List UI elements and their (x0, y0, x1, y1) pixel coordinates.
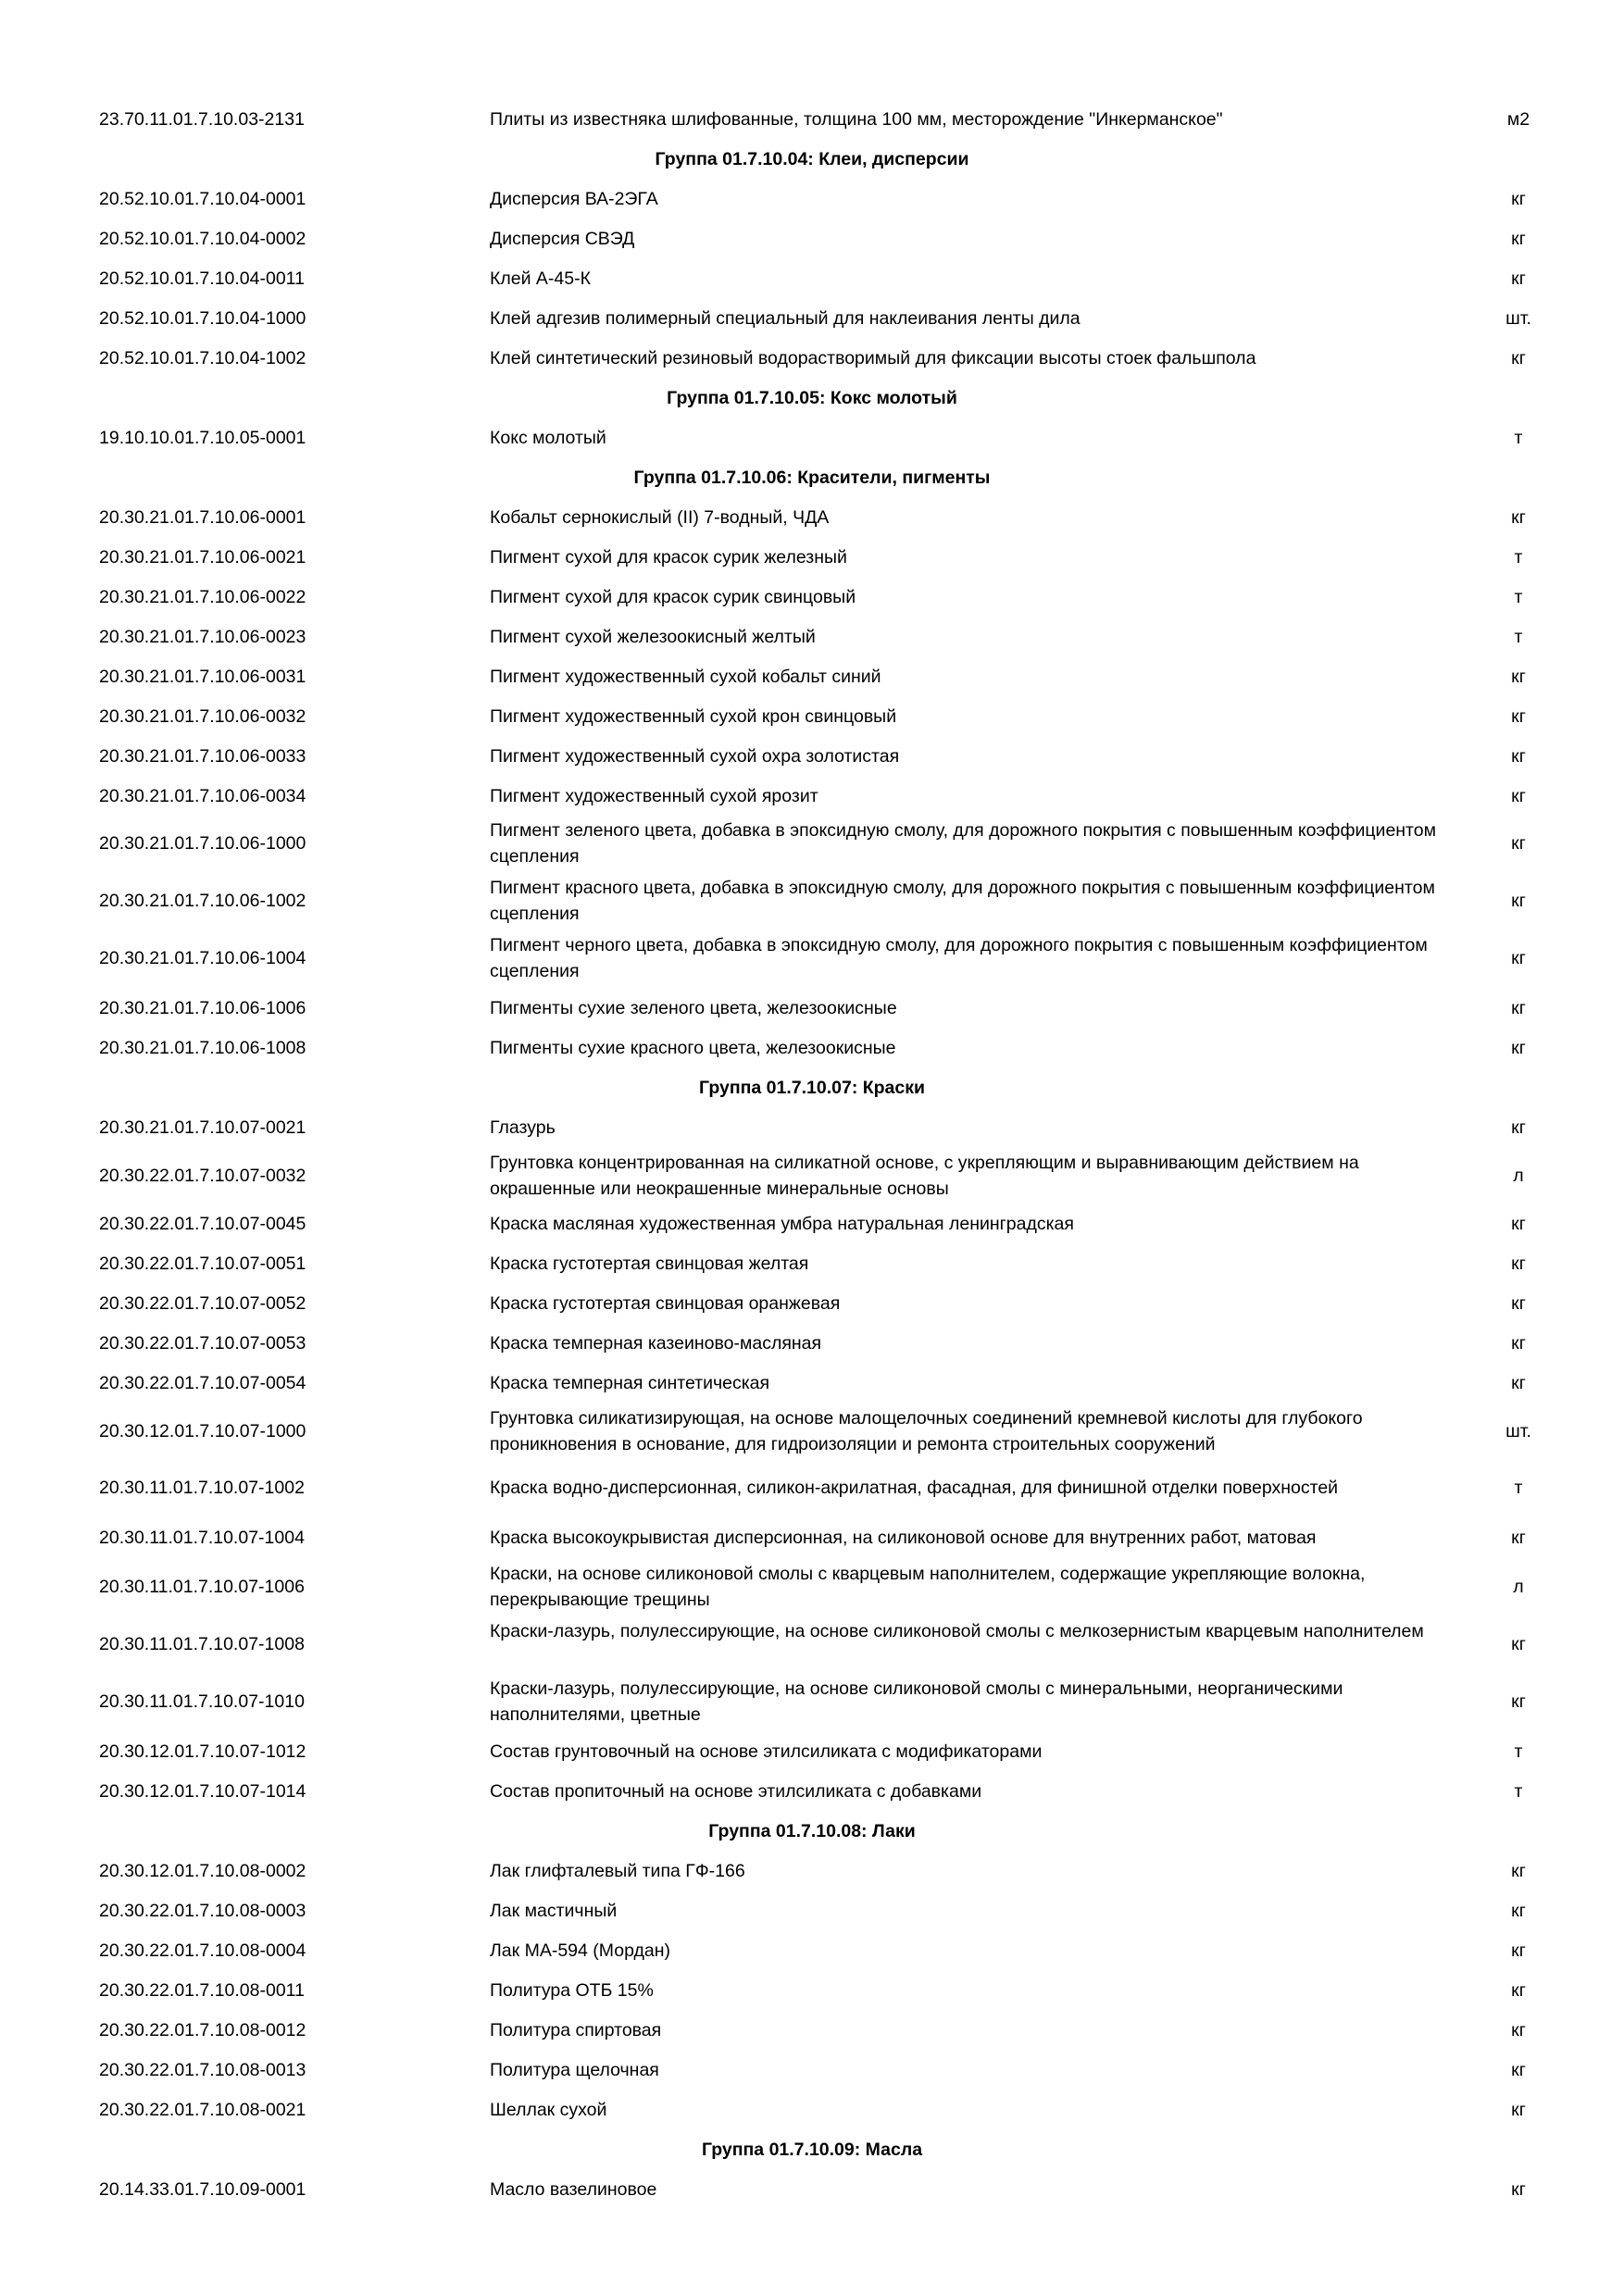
resource-code: 20.30.22.01.7.10.07-0045 (99, 1214, 306, 1234)
resource-name: Пигмент художественный сухой крон свинцовый (490, 706, 897, 727)
table-row (0, 345, 1624, 371)
resource-code: 20.30.11.01.7.10.07-1004 (99, 1528, 305, 1548)
table-row (0, 1739, 1624, 1765)
resource-code: 20.52.10.01.7.10.04-1000 (99, 308, 306, 329)
table-row (0, 1475, 1624, 1501)
resource-code: 20.30.11.01.7.10.07-1010 (99, 1691, 305, 1712)
resource-name: Политура щелочная (490, 2060, 659, 2080)
resource-unit: кг (1511, 348, 1526, 368)
table-row (0, 425, 1624, 451)
resource-unit: кг (1511, 2100, 1526, 2120)
resource-unit: шт. (1505, 1421, 1531, 1441)
resource-name: Грунтовка силикатизирующая, на основе малощелочных соединений кремневой кислоты для глубокого проникновения в основание, для гидроизоляции и ремонта строительных сооружений (490, 1408, 1363, 1454)
resource-unit: л (1513, 1577, 1524, 1597)
resource-unit: кг (1511, 1293, 1526, 1314)
resource-unit: кг (1511, 1901, 1526, 1921)
resource-code: 20.30.22.01.7.10.07-0054 (99, 1373, 306, 1393)
table-row (0, 1211, 1624, 1237)
resource-code: 20.30.21.01.7.10.06-0021 (99, 547, 306, 568)
resource-name: Краска густотертая свинцовая желтая (490, 1254, 809, 1274)
table-row (0, 2177, 1624, 2202)
resource-unit: кг (1511, 1528, 1526, 1548)
table-row (0, 266, 1624, 292)
table-row (0, 783, 1624, 809)
resource-code: 20.30.21.01.7.10.06-1006 (99, 998, 306, 1018)
resource-unit: кг (1511, 1254, 1526, 1274)
resource-name: Лак МА-594 (Мордан) (490, 1940, 670, 1961)
resource-unit: т (1514, 547, 1523, 568)
resource-code: 20.30.12.01.7.10.07-1014 (99, 1781, 306, 1802)
table-row (0, 995, 1624, 1021)
resource-code: 20.30.21.01.7.10.07-0021 (99, 1117, 306, 1138)
group-heading: Группа 01.7.10.08: Лаки (708, 1821, 916, 1841)
resource-unit: кг (1511, 786, 1526, 806)
resource-unit: кг (1511, 833, 1526, 854)
resource-unit: шт. (1505, 308, 1531, 329)
resource-unit: кг (1511, 2020, 1526, 2040)
resource-unit: кг (1511, 1940, 1526, 1961)
resource-unit: кг (1511, 1117, 1526, 1138)
table-row (0, 1778, 1624, 1804)
resource-name: Шеллак сухой (490, 2100, 607, 2120)
resource-code: 20.30.11.01.7.10.07-1006 (99, 1577, 305, 1597)
resource-unit: кг (1511, 1691, 1526, 1712)
resource-unit: т (1514, 587, 1523, 607)
resource-code: 20.30.21.01.7.10.06-0001 (99, 507, 306, 528)
resource-code: 20.30.22.01.7.10.08-0021 (99, 2100, 306, 2120)
resource-unit: т (1514, 627, 1523, 647)
resource-name: Кобальт сернокислый (II) 7-водный, ЧДА (490, 507, 830, 528)
resource-code: 20.30.21.01.7.10.06-0034 (99, 786, 306, 806)
resource-name: Краски, на основе силиконовой смолы с кварцевым наполнителем, содержащие укрепляющие волокна, перекрывающие трещины (490, 1564, 1366, 1610)
resource-code: 20.30.22.01.7.10.08-0013 (99, 2060, 306, 2080)
resource-name: Лак глифталевый типа ГФ-166 (490, 1861, 745, 1881)
resource-code: 20.30.21.01.7.10.06-1002 (99, 891, 306, 911)
resource-unit: кг (1511, 1214, 1526, 1234)
group-heading: Группа 01.7.10.05: Кокс молотый (667, 388, 957, 408)
resource-name: Пигмент художественный сухой ярозит (490, 786, 818, 806)
resource-name: Пигменты сухие зеленого цвета, железоокисные (490, 998, 897, 1018)
resource-code: 20.30.21.01.7.10.06-0033 (99, 746, 306, 767)
resource-code: 20.30.22.01.7.10.08-0004 (99, 1940, 306, 1961)
resource-code: 20.52.10.01.7.10.04-1002 (99, 348, 306, 368)
resource-name: Клей синтетический резиновый водорастворимый для фиксации высоты стоек фальшпола (490, 348, 1256, 368)
table-row (0, 1251, 1624, 1277)
resource-code: 19.10.10.01.7.10.05-0001 (99, 428, 306, 448)
resource-name: Кокс молотый (490, 428, 606, 448)
resource-unit: кг (1511, 1373, 1526, 1393)
table-row (0, 817, 1624, 869)
table-row (0, 2017, 1624, 2043)
resource-name: Клей А-45-К (490, 268, 591, 289)
resource-name: Лак мастичный (490, 1901, 618, 1921)
resource-code: 20.30.21.01.7.10.06-0022 (99, 587, 306, 607)
resource-name: Плиты из известняка шлифованные, толщина 100 мм, месторождение "Инкерманское" (490, 109, 1223, 130)
resource-unit: т (1514, 1478, 1523, 1498)
table-row (0, 1898, 1624, 1924)
resource-name: Глазурь (490, 1117, 556, 1138)
table-row (0, 1035, 1624, 1061)
resource-name: Краска масляная художественная умбра натуральная ленинградская (490, 1214, 1074, 1234)
resource-code: 20.30.22.01.7.10.08-0012 (99, 2020, 306, 2040)
resource-unit: кг (1511, 1038, 1526, 1058)
resource-code: 20.30.11.01.7.10.07-1002 (99, 1478, 305, 1498)
resource-unit: т (1514, 428, 1523, 448)
table-row (0, 1561, 1624, 1613)
table-row (0, 1405, 1624, 1457)
resource-unit: м2 (1506, 109, 1530, 130)
resource-code: 20.30.22.01.7.10.07-0052 (99, 1293, 306, 1314)
table-row (0, 1115, 1624, 1141)
resource-unit: т (1514, 1741, 1523, 1762)
resource-name: Состав пропиточный на основе этилсиликата с добавками (490, 1781, 982, 1802)
resource-name: Пигменты сухие красного цвета, железоокисные (490, 1038, 896, 1058)
resource-name: Пигмент красного цвета, добавка в эпоксидную смолу, для дорожного покрытия с повышенным коэффициентом сцепления (490, 878, 1435, 924)
resource-name: Краска густотертая свинцовая оранжевая (490, 1293, 841, 1314)
resource-code: 20.30.21.01.7.10.06-0031 (99, 667, 306, 687)
resource-code: 20.30.22.01.7.10.08-0003 (99, 1901, 306, 1921)
resource-name: Состав грунтовочный на основе этилсиликата с модификаторами (490, 1741, 1043, 1762)
resource-name: Пигмент сухой железоокисный желтый (490, 627, 816, 647)
resource-name: Краска водно-дисперсионная, силикон-акрилатная, фасадная, для финишной отделки поверхностей (490, 1478, 1339, 1498)
table-row (0, 1676, 1624, 1728)
table-row (0, 186, 1624, 212)
resource-code: 20.30.21.01.7.10.06-0032 (99, 706, 306, 727)
resource-unit: кг (1511, 667, 1526, 687)
table-row (0, 584, 1624, 610)
table-row (0, 226, 1624, 252)
resource-unit: кг (1511, 998, 1526, 1018)
resource-name: Пигмент сухой для красок сурик железный (490, 547, 847, 568)
table-row (0, 1978, 1624, 2003)
resource-name: Пигмент художественный сухой охра золотистая (490, 746, 900, 767)
resource-name: Краска высокоукрывистая дисперсионная, на силиконовой основе для внутренних работ, матовая (490, 1528, 1317, 1548)
resource-unit: кг (1511, 948, 1526, 968)
table-row (0, 1618, 1624, 1670)
resource-name: Политура ОТБ 15% (490, 1980, 654, 2001)
table-row (0, 1291, 1624, 1316)
resource-name: Краска темперная казеиново-масляная (490, 1333, 822, 1354)
resource-code: 23.70.11.01.7.10.03-2131 (99, 109, 305, 130)
resource-name: Краски-лазурь, полулессирующие, на основе силиконовой смолы с минеральными, неорганическими наполнителями, цветные (490, 1678, 1343, 1725)
resource-name: Масло вазелиновое (490, 2179, 657, 2200)
resource-unit: кг (1511, 891, 1526, 911)
table-row (0, 2057, 1624, 2083)
resource-code: 20.52.10.01.7.10.04-0001 (99, 189, 306, 209)
resource-code: 20.30.22.01.7.10.07-0053 (99, 1333, 306, 1354)
resource-code: 20.52.10.01.7.10.04-0002 (99, 229, 306, 249)
table-row (0, 2097, 1624, 2123)
resource-unit: кг (1511, 268, 1526, 289)
resource-name: Дисперсия СВЭД (490, 229, 635, 249)
table-row (0, 1525, 1624, 1551)
table-row (0, 664, 1624, 690)
resource-code: 20.52.10.01.7.10.04-0011 (99, 268, 305, 289)
resource-code: 20.30.21.01.7.10.06-1000 (99, 833, 306, 854)
resource-name: Пигмент сухой для красок сурик свинцовый (490, 587, 856, 607)
resource-unit: л (1513, 1166, 1524, 1186)
resource-name: Клей адгезив полимерный специальный для наклеивания ленты дила (490, 308, 1081, 329)
resource-name: Дисперсия ВА-2ЭГА (490, 189, 658, 209)
resource-name: Краска темперная синтетическая (490, 1373, 770, 1393)
resource-code: 20.30.12.01.7.10.07-1012 (99, 1741, 306, 1762)
resource-name: Политура спиртовая (490, 2020, 662, 2040)
table-row (0, 1858, 1624, 1884)
table-row (0, 306, 1624, 331)
table-row (0, 1150, 1624, 1202)
table-row (0, 1330, 1624, 1356)
resource-unit: кг (1511, 189, 1526, 209)
resource-code: 20.30.12.01.7.10.07-1000 (99, 1421, 306, 1441)
resource-code: 20.14.33.01.7.10.09-0001 (99, 2179, 306, 2200)
resource-name: Пигмент зеленого цвета, добавка в эпоксидную смолу, для дорожного покрытия с повышенным коэффициентом сцепления (490, 820, 1437, 867)
resource-unit: кг (1511, 2060, 1526, 2080)
resource-unit: кг (1511, 1861, 1526, 1881)
resource-unit: т (1514, 1781, 1523, 1802)
resource-name: Краски-лазурь, полулессирующие, на основе силиконовой смолы с мелкозернистым кварцевым наполнителем (490, 1621, 1424, 1641)
resource-unit: кг (1511, 746, 1526, 767)
resource-unit: кг (1511, 1333, 1526, 1354)
resource-code: 20.30.21.01.7.10.06-1008 (99, 1038, 306, 1058)
resource-unit: кг (1511, 2179, 1526, 2200)
table-row (0, 1938, 1624, 1964)
resource-code: 20.30.12.01.7.10.08-0002 (99, 1861, 306, 1881)
resource-code: 20.30.11.01.7.10.07-1008 (99, 1634, 305, 1654)
resource-name: Пигмент художественный сухой кобальт синий (490, 667, 881, 687)
group-heading: Группа 01.7.10.06: Красители, пигменты (633, 468, 991, 488)
resource-code: 20.30.22.01.7.10.07-0032 (99, 1166, 306, 1186)
table-row (0, 1370, 1624, 1396)
table-row (0, 505, 1624, 530)
table-row (0, 932, 1624, 984)
table-row (0, 624, 1624, 650)
resource-name: Пигмент черного цвета, добавка в эпоксидную смолу, для дорожного покрытия с повышенным коэффициентом сцепления (490, 935, 1428, 981)
resource-code: 20.30.22.01.7.10.07-0051 (99, 1254, 306, 1274)
table-row (0, 875, 1624, 927)
resource-code: 20.30.22.01.7.10.08-0011 (99, 1980, 305, 2001)
resource-unit: кг (1511, 229, 1526, 249)
resource-unit: кг (1511, 1980, 1526, 2001)
resource-unit: кг (1511, 1634, 1526, 1654)
table-row (0, 704, 1624, 730)
resource-code: 20.30.21.01.7.10.06-1004 (99, 948, 306, 968)
table-row (0, 106, 1624, 132)
group-heading: Группа 01.7.10.04: Клеи, дисперсии (655, 149, 969, 169)
resource-unit: кг (1511, 507, 1526, 528)
table-row (0, 743, 1624, 769)
resource-unit: кг (1511, 706, 1526, 727)
resource-name: Грунтовка концентрированная на силикатной основе, с укрепляющим и выравнивающим действием на окрашенные или неокрашенные минеральные основы (490, 1153, 1359, 1199)
resource-code: 20.30.21.01.7.10.06-0023 (99, 627, 306, 647)
group-heading: Группа 01.7.10.09: Масла (701, 2140, 923, 2160)
group-heading: Группа 01.7.10.07: Краски (699, 1078, 925, 1098)
table-row (0, 544, 1624, 570)
